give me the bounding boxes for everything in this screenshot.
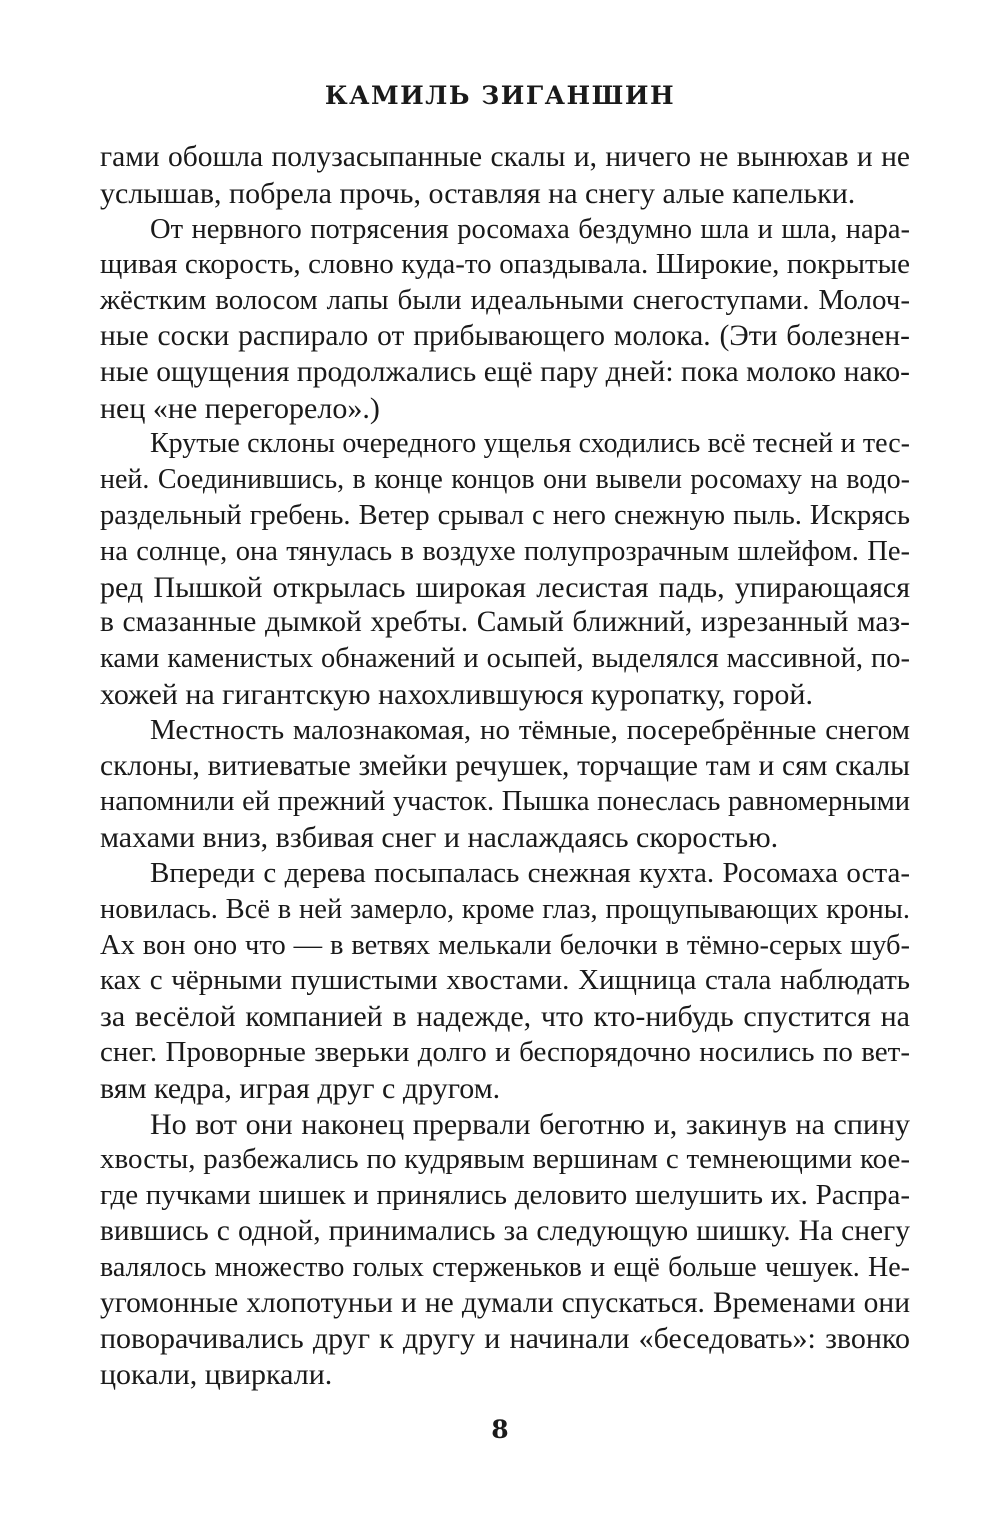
text-line: новилась. Всё в ней замерло, кроме глаз, прощупывающих кроны. <box>100 893 910 925</box>
text-line: где пучками шишек и принялись деловито шелушить их. Распра- <box>100 1179 910 1212</box>
text-line: махами вниз, взбивая снег и наслаждаясь скоростью. <box>100 821 779 855</box>
text-line: Ах вон оно что — в ветвях мелькали белочки в тёмно-серых шуб- <box>100 929 910 961</box>
text-line: вям кедра, играя друг с другом. <box>100 1071 501 1105</box>
text-line: за весёлой компанией в надежде, что кто-нибудь спустится на <box>100 1000 910 1034</box>
text-line: жёстким волосом лапы были идеальными снегоступами. Молоч- <box>100 284 910 317</box>
text-line: хожей на гигантскую нахохлившуюся куропатку, горой. <box>100 677 813 711</box>
text-line: ные ощущения продолжались ещё пару дней: пока молоко нако- <box>100 355 910 388</box>
text-line: Впереди с дерева посыпалась снежная кухта. Росомаха оста- <box>150 856 910 889</box>
text-line: ные соски распирало от прибывающего молока. (Эти болезнен- <box>100 319 910 352</box>
text-line: напомнили ей прежний участок. Пышка понеслась равномерными <box>100 786 910 818</box>
text-line: От нервного потрясения росомаха бездумно шла и шла, нара- <box>150 213 910 245</box>
text-line: нец «не перегорело».) <box>100 391 380 425</box>
page-number: 8 <box>491 1415 509 1444</box>
text-line: склоны, витиеватые змейки речушек, торчащие там и сям скалы <box>100 749 910 782</box>
running-head: КАМИЛЬ ЗИГАНШИН <box>324 81 676 110</box>
text-line: ках с чёрными пушистыми хвостами. Хищница стала наблюдать <box>100 964 910 997</box>
text-line: снег. Проворные зверьки долго и беспорядочно носились по вет- <box>100 1035 910 1068</box>
text-line: ками каменистых обнажений и осыпей, выделялся массивной, по- <box>100 643 910 675</box>
text-line: Местность малознакомая, но тёмные, посеребрённые снегом <box>150 713 910 746</box>
text-line: хвосты, разбежались по кудрявым вершинам с темнеющими кое- <box>100 1143 910 1176</box>
text-line: Но вот они наконец прервали беготню и, закинув на спину <box>150 1107 910 1141</box>
text-line: гами обошла полузасыпанные скалы и, ничего не вынюхав и не <box>100 141 910 173</box>
text-line: ред Пышкой открылась широкая лесистая падь, упирающаяся <box>100 570 910 604</box>
body-text <box>100 140 910 1393</box>
text-line: Крутые склоны очередного ущелья сходились всё тесней и тес- <box>150 428 910 460</box>
text-line: ней. Соединившись, в конце концов они вывели росомаху на водо- <box>100 464 910 496</box>
text-line: угомонные хлопотуньи и не думали спускаться. Временами они <box>100 1286 910 1319</box>
text-line: раздельный гребень. Ветер срывал с него снежную пыль. Искрясь <box>100 499 910 531</box>
text-line: поворачивались друг к другу и начинали «беседовать»: звонко <box>100 1322 910 1356</box>
text-line: вившись с одной, принимались за следующую шишку. На снегу <box>100 1214 910 1247</box>
text-line: щивая скорость, словно куда-то опаздывала. Широкие, покрытые <box>100 248 910 281</box>
text-line: на солнце, она тянулась в воздухе полупрозрачным шлейфом. Пе- <box>100 535 910 567</box>
text-line: валялось множество голых стерженьков и ещё больше чешуек. Не- <box>100 1251 910 1283</box>
text-line: услышав, побрела прочь, оставляя на снегу алые капельки. <box>100 176 856 210</box>
text-line: в смазанные дымкой хребты. Самый ближний, изрезанный маз- <box>100 606 910 639</box>
text-line: цокали, цвиркали. <box>100 1358 333 1392</box>
